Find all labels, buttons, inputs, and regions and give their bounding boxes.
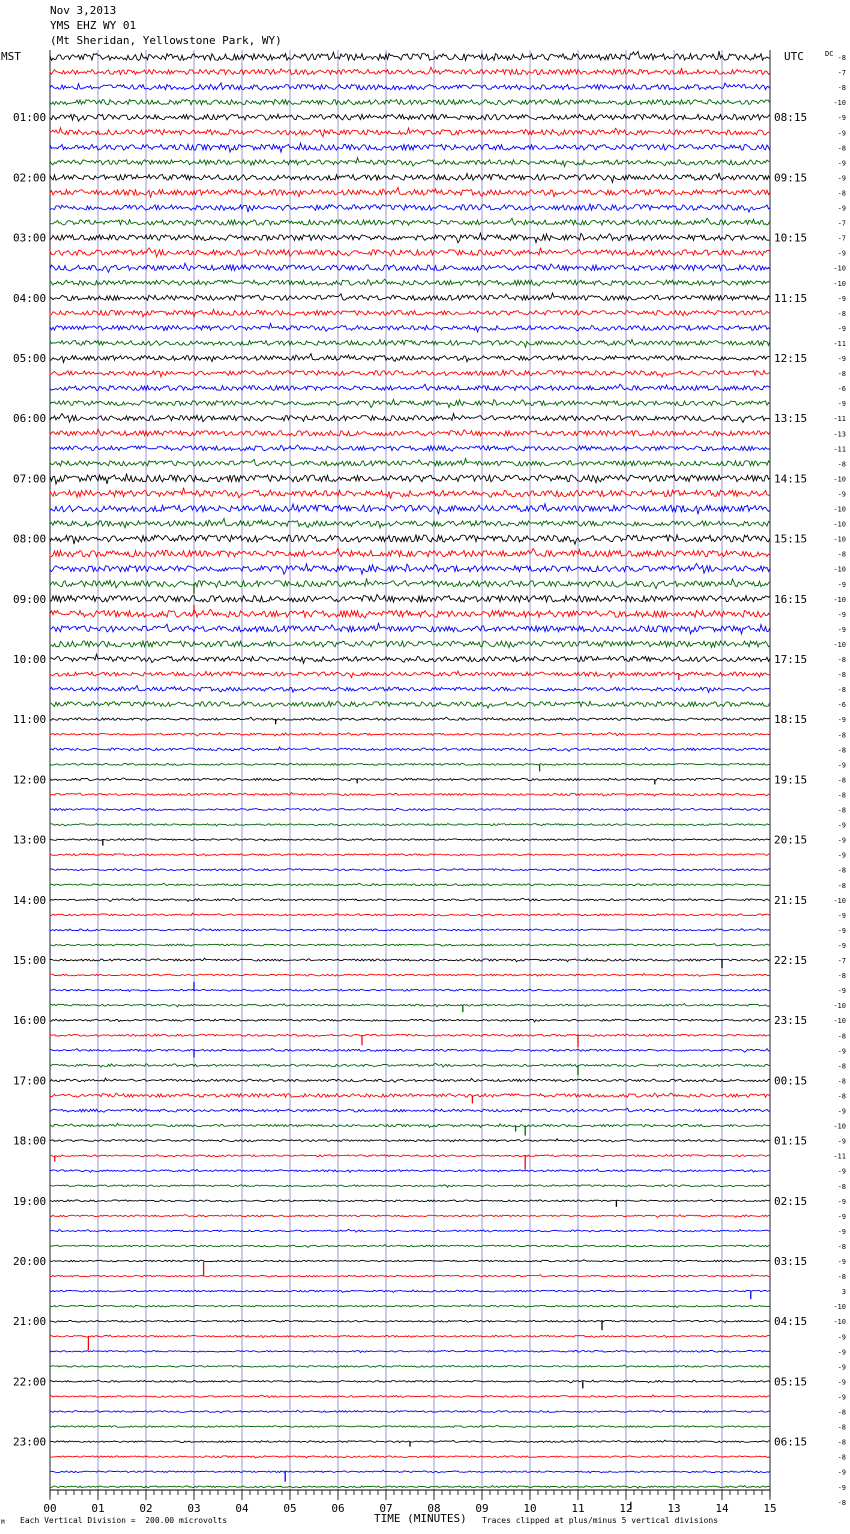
hour-label-mst: 18:00 (13, 1134, 47, 1148)
trace-row (50, 1139, 770, 1143)
trace-row (50, 1123, 770, 1127)
trace-row (50, 173, 770, 182)
dc-offset: -10 (833, 896, 846, 905)
dc-offset: -8 (837, 656, 846, 664)
hour-label-utc: 22:15 (774, 954, 808, 967)
trace-row (50, 1004, 770, 1007)
dc-offset: -9 (837, 490, 846, 499)
dc-offset: -11 (833, 339, 846, 348)
dc-offset: -9 (837, 1483, 846, 1492)
trace-row (50, 218, 770, 225)
hour-label-mst: 05:00 (13, 352, 47, 365)
hour-label-mst: 22:00 (13, 1375, 47, 1389)
dc-offset: 3 (841, 1288, 846, 1297)
hour-label-mst: 07:00 (13, 472, 47, 486)
trace-row (50, 1470, 770, 1473)
hour-label-utc: 16:15 (774, 592, 808, 606)
trace-row (50, 793, 770, 797)
trace-row (50, 474, 770, 485)
hour-label-utc: 12:15 (774, 352, 808, 365)
dc-offset: -9 (837, 911, 846, 920)
x-tick-label: 09 (475, 1502, 489, 1515)
x-tick-label: 01 (91, 1502, 105, 1515)
x-tick-label: 03 (187, 1502, 201, 1515)
dc-offset: -8 (837, 144, 846, 153)
hour-label-mst: 11:00 (13, 713, 47, 727)
hour-label-utc: 11:15 (774, 291, 808, 305)
dc-offset: -8 (837, 806, 846, 815)
hour-label-utc: 15:15 (774, 532, 808, 546)
trace-row (50, 1169, 770, 1172)
trace-row (50, 143, 770, 152)
dc-offset: -8 (837, 746, 846, 755)
hour-label-mst: 14:00 (13, 893, 47, 907)
dc-offset: -9 (837, 174, 846, 183)
trace-row (50, 1185, 770, 1187)
trace-row (50, 1245, 770, 1248)
x-tick-label: 10 (523, 1502, 537, 1515)
trace-row (50, 1019, 770, 1022)
dc-offset: -9 (837, 1227, 846, 1236)
trace-row (50, 51, 770, 60)
trace-row (50, 641, 770, 648)
dc-offset: -9 (837, 1393, 846, 1402)
trace-row (50, 445, 770, 451)
trace-row (50, 853, 770, 856)
hour-label-utc: 19:15 (774, 773, 808, 787)
dc-offset: -8 (837, 460, 846, 469)
dc-offset: -8 (837, 1242, 846, 1251)
dc-offset: -9 (837, 836, 846, 845)
dc-offset: -9 (837, 129, 846, 138)
dc-offset: -9 (837, 941, 846, 950)
x-tick-label: 05 (283, 1502, 297, 1515)
dc-offset: -9 (837, 159, 846, 168)
left-axis-label: MST (1, 50, 21, 63)
trace-row (50, 1335, 770, 1338)
dc-offset: -9 (837, 204, 846, 213)
dc-offset: -8 (837, 731, 846, 740)
dc-offset: -10 (833, 565, 846, 574)
hour-label-utc: 23:15 (774, 1014, 808, 1028)
hour-label-utc: 00:15 (774, 1074, 808, 1088)
dc-offset: -7 (837, 234, 846, 243)
dc-offset: -8 (837, 1408, 846, 1417)
trace-row (50, 370, 770, 377)
dc-offset: -13 (833, 430, 846, 439)
trace-row (50, 1078, 770, 1082)
dc-offset: -6 (837, 701, 846, 710)
hour-label-utc: 01:15 (774, 1134, 808, 1148)
hour-label-utc: 04:15 (774, 1315, 808, 1329)
trace-row (50, 717, 770, 720)
trace-row (50, 279, 770, 286)
dc-offset: -8 (837, 550, 846, 559)
hour-label-utc: 18:15 (774, 713, 808, 727)
dc-offset: -8 (837, 1077, 846, 1086)
dc-offset: -9 (837, 249, 846, 258)
dc-offset: -8 (837, 791, 846, 800)
trace-row (50, 1486, 770, 1489)
dc-offset: -9 (837, 400, 846, 409)
x-tick-label: 13 (667, 1502, 681, 1515)
trace-row (50, 778, 770, 781)
trace-row (50, 989, 770, 992)
hour-label-utc: 13:15 (774, 412, 808, 426)
dc-offset: -8 (837, 189, 846, 198)
dc-offset: -7 (837, 957, 846, 965)
trace-row (50, 67, 770, 74)
trace-row (50, 399, 770, 407)
trace-row (50, 733, 770, 737)
dc-offset: -8 (837, 881, 846, 890)
dc-offset: -9 (837, 926, 846, 935)
scale-note: Each Vertical Division = 200.00 microvolts (20, 1516, 228, 1525)
trace-row (50, 1395, 770, 1398)
hour-label-mst: 02:00 (13, 171, 47, 185)
hour-label-mst: 09:00 (13, 592, 47, 606)
trace-row (50, 958, 770, 962)
dc-offset: -9 (837, 114, 846, 123)
hour-label-utc: 17:15 (774, 653, 808, 666)
chart-location: (Mt Sheridan, Yellowstone Park, WY) (50, 34, 282, 47)
trace-row (50, 838, 770, 841)
dc-offset: -10 (833, 595, 846, 604)
dc-offset: -10 (833, 264, 846, 273)
dc-offset: -6 (837, 385, 846, 394)
dc-offset: -8 (837, 1032, 846, 1041)
hour-label-mst: 06:00 (13, 412, 47, 426)
dc-offset: -9 (837, 1107, 846, 1116)
dc-offset: -10 (833, 1002, 846, 1011)
dc-offset: -8 (837, 776, 846, 785)
hour-label-mst: 15:00 (13, 954, 47, 967)
x-tick-label: 06 (331, 1502, 345, 1515)
dc-offset: -7 (837, 69, 846, 78)
dc-offset: -9 (837, 1197, 846, 1206)
x-tick-label: 12 (619, 1502, 633, 1515)
x-axis-title: TIME (MINUTES) (374, 1512, 467, 1525)
trace-row (50, 595, 770, 602)
trace-row (50, 1456, 770, 1459)
trace-row (50, 187, 770, 197)
trace-row (50, 1215, 770, 1218)
trace-row (50, 564, 770, 575)
hour-label-utc: 09:15 (774, 171, 808, 185)
dc-offset: -9 (837, 294, 846, 303)
trace-row (50, 204, 770, 212)
trace-row (50, 913, 770, 916)
right-axis-label: UTC (784, 50, 804, 63)
dc-offset: -9 (837, 761, 846, 770)
hour-label-mst: 20:00 (13, 1255, 47, 1268)
hour-label-mst: 16:00 (13, 1014, 47, 1028)
dc-offset: -10 (833, 505, 846, 514)
dc-offset: -8 (837, 1438, 846, 1447)
hour-label-mst: 13:00 (13, 833, 47, 847)
dc-offset: -9 (837, 1348, 846, 1357)
dc-offset: -8 (837, 866, 846, 875)
x-tick-label: 14 (715, 1502, 729, 1515)
dc-offset: -10 (833, 1122, 846, 1131)
dc-offset: -7 (837, 219, 846, 228)
trace-row (50, 671, 770, 678)
dc-offset: -8 (837, 309, 846, 318)
dc-label: DC (825, 50, 834, 58)
x-tick-label: 02 (139, 1502, 153, 1515)
trace-row (50, 504, 770, 515)
trace-row (50, 1365, 770, 1368)
trace-row (50, 973, 770, 976)
hour-label-mst: 12:00 (13, 773, 47, 787)
hour-label-mst: 23:00 (13, 1435, 47, 1449)
trace-row (50, 1290, 770, 1293)
x-tick-label: 00 (43, 1502, 57, 1515)
hour-label-mst: 03:00 (13, 231, 47, 245)
dc-offset: -8 (837, 1423, 846, 1432)
trace-row (50, 824, 770, 826)
trace-row (50, 883, 770, 885)
dc-offset: -8 (837, 1453, 846, 1462)
x-tick-label: 11 (571, 1502, 585, 1515)
trace-row (50, 1049, 770, 1053)
dc-offset: -9 (837, 324, 846, 333)
trace-row (50, 1108, 770, 1112)
dc-offset: -9 (837, 851, 846, 860)
trace-row (50, 83, 770, 90)
hour-label-utc: 05:15 (774, 1375, 808, 1389)
hour-label-utc: 08:15 (774, 111, 808, 125)
trace-row (50, 1093, 770, 1097)
x-tick-label: 08 (427, 1502, 441, 1515)
dc-offset: -10 (833, 1303, 846, 1312)
dc-offset: -10 (833, 99, 846, 108)
trace-row (50, 808, 770, 811)
trace-row (50, 763, 770, 765)
dc-offset: -9 (837, 716, 846, 725)
trace-row (50, 233, 770, 243)
x-tick-label: 04 (235, 1502, 249, 1515)
dc-offset: -8 (837, 370, 846, 379)
trace-row (50, 293, 770, 300)
trace-row (50, 1426, 770, 1428)
trace-row (50, 1320, 770, 1323)
trace-row (50, 1260, 770, 1262)
trace-row (50, 654, 770, 663)
dc-offset: -9 (837, 821, 846, 830)
clip-note: Traces clipped at plus/minus 5 vertical divisions (482, 1516, 719, 1525)
dc-offset: -8 (837, 84, 846, 93)
hour-label-utc: 03:15 (774, 1255, 808, 1268)
dc-offset: -9 (837, 1212, 846, 1221)
dc-offset: -8 (837, 1273, 846, 1282)
trace-row (50, 339, 770, 347)
dc-offset: -9 (837, 610, 846, 619)
dc-offset: -10 (833, 475, 846, 484)
hour-label-utc: 20:15 (774, 833, 808, 847)
trace-row (50, 701, 770, 708)
trace-row (50, 519, 770, 528)
trace-row (50, 1034, 770, 1037)
hour-label-utc: 14:15 (774, 472, 808, 486)
dc-offset: -8 (837, 686, 846, 695)
dc-offset: -10 (833, 279, 846, 288)
dc-offset: -10 (833, 535, 846, 544)
trace-row (50, 1305, 770, 1308)
x-tick-label: 15 (763, 1502, 777, 1515)
chart-date: Nov 3,2013 (50, 4, 117, 17)
dc-offset: -8 (837, 1498, 846, 1507)
trace-row (50, 1200, 770, 1203)
trace-row (50, 1350, 770, 1352)
corner-mark: M (1, 1519, 5, 1526)
hour-label-mst: 10:00 (13, 653, 47, 666)
dc-offset: -11 (833, 445, 846, 454)
trace-row (50, 1229, 770, 1232)
dc-offset: -9 (837, 1258, 846, 1266)
trace-row (50, 384, 770, 390)
hour-label-utc: 10:15 (774, 231, 808, 245)
dc-offset: -11 (833, 415, 846, 424)
dc-offset: -9 (837, 1137, 846, 1146)
dc-offset: -9 (837, 625, 846, 634)
trace-row (50, 1410, 770, 1413)
trace-row (50, 158, 770, 167)
trace-row (50, 309, 770, 316)
dc-offset: -9 (837, 1167, 846, 1176)
trace-row (50, 747, 770, 751)
dc-offset: -8 (837, 1062, 846, 1071)
trace-row (50, 429, 770, 436)
dc-offset: -9 (837, 580, 846, 589)
dc-offset: -9 (837, 355, 846, 363)
trace-row (50, 944, 770, 947)
trace-row (50, 263, 770, 272)
trace-row (50, 1154, 770, 1156)
dc-offset: -9 (837, 1363, 846, 1372)
trace-row (50, 1380, 770, 1383)
trace-row (50, 929, 770, 931)
dc-offset: -8 (837, 671, 846, 680)
trace-row (50, 114, 770, 121)
trace-row (50, 535, 770, 545)
trace-row (50, 324, 770, 332)
hour-label-utc: 02:15 (774, 1194, 808, 1208)
dc-offset: -10 (833, 1017, 846, 1026)
trace-row (50, 898, 770, 901)
trace-row (50, 548, 770, 556)
dc-offset: -10 (833, 640, 846, 649)
dc-offset: -8 (837, 972, 846, 981)
dc-offset: -8 (837, 1092, 846, 1101)
dc-offset: -9 (837, 1047, 846, 1056)
x-tick-label: 07 (379, 1502, 393, 1515)
trace-row (50, 869, 770, 872)
trace-row (50, 128, 770, 137)
trace-row (50, 623, 770, 634)
dc-offset: -9 (837, 1468, 846, 1477)
dc-offset: -8 (837, 54, 846, 62)
trace-row (50, 100, 770, 105)
hour-label-mst: 17:00 (13, 1074, 47, 1088)
hour-label-mst: 01:00 (13, 111, 47, 125)
hour-label-utc: 06:15 (774, 1435, 808, 1449)
trace-row (50, 578, 770, 588)
trace-row (50, 354, 770, 363)
hour-label-mst: 08:00 (13, 532, 47, 546)
trace-row (50, 686, 770, 693)
trace-row (50, 1275, 770, 1277)
hour-label-utc: 21:15 (774, 893, 808, 907)
dc-offset: -10 (833, 1318, 846, 1327)
trace-row (50, 609, 770, 618)
dc-offset: -9 (837, 1378, 846, 1387)
dc-offset: -8 (837, 1182, 846, 1191)
dc-offset: -9 (837, 1333, 846, 1342)
hour-label-mst: 19:00 (13, 1194, 47, 1208)
trace-row (50, 488, 770, 499)
dc-offset: -10 (833, 520, 846, 529)
hour-label-mst: 21:00 (13, 1315, 47, 1329)
trace-row (50, 1063, 770, 1067)
dc-offset: -11 (833, 1152, 846, 1161)
chart-station: YMS EHZ WY 01 (50, 19, 137, 32)
trace-row (50, 414, 770, 423)
trace-row (50, 459, 770, 466)
trace-row (50, 248, 770, 257)
hour-label-mst: 04:00 (13, 291, 47, 305)
dc-offset: -9 (837, 987, 846, 996)
